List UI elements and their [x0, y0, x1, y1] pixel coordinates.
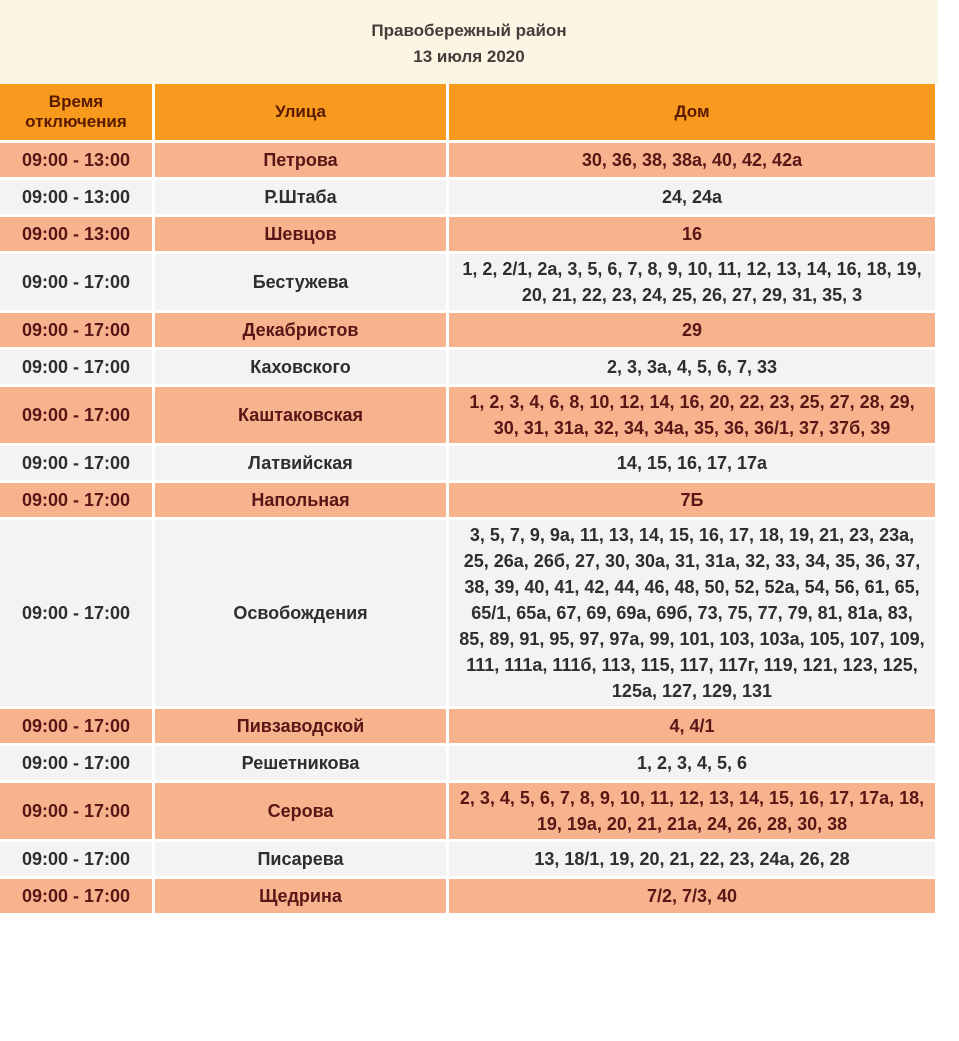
table-row: [0, 217, 938, 254]
time-cell: 09:00 - 17:00: [0, 709, 155, 746]
houses-cell: 13, 18/1, 19, 20, 21, 22, 23, 24а, 26, 28: [449, 842, 938, 879]
time-cell: 09:00 - 17:00: [0, 387, 155, 446]
street-cell: Петрова: [155, 143, 449, 180]
street-cell: Каштаковская: [155, 387, 449, 446]
table-row: [0, 842, 938, 879]
street-cell: Писарева: [155, 842, 449, 879]
houses-cell: 1, 2, 3, 4, 6, 8, 10, 12, 14, 16, 20, 22, 23, 25, 27, 28, 29, 30, 31, 31а, 32, 34, 34а, 35, 36, 36/1, 37, 37б, 39: [449, 387, 938, 446]
street-cell: Р.Штаба: [155, 180, 449, 217]
table-row: [0, 483, 938, 520]
time-cell: 09:00 - 17:00: [0, 254, 155, 313]
street-cell: Освобождения: [155, 520, 449, 709]
houses-cell: 24, 24а: [449, 180, 938, 217]
street-cell: Шевцов: [155, 217, 449, 254]
houses-cell: 30, 36, 38, 38а, 40, 42, 42а: [449, 143, 938, 180]
houses-cell: 1, 2, 3, 4, 5, 6: [449, 746, 938, 783]
time-cell: 09:00 - 17:00: [0, 783, 155, 842]
houses-cell: 14, 15, 16, 17, 17а: [449, 446, 938, 483]
table-row: [0, 350, 938, 387]
street-cell: Серова: [155, 783, 449, 842]
table-row: [0, 143, 938, 180]
table-row: [0, 254, 938, 313]
table-row: [0, 709, 938, 746]
street-cell: Щедрина: [155, 879, 449, 916]
column-header-time: Время отключения: [0, 84, 155, 143]
time-cell: 09:00 - 13:00: [0, 143, 155, 180]
table-row: [0, 446, 938, 483]
houses-cell: 4, 4/1: [449, 709, 938, 746]
time-cell: 09:00 - 17:00: [0, 746, 155, 783]
column-header-street: Улица: [155, 84, 449, 143]
table-row: [0, 783, 938, 842]
table-body: [0, 143, 938, 916]
street-cell: Пивзаводской: [155, 709, 449, 746]
time-cell: 09:00 - 17:00: [0, 879, 155, 916]
table-row: [0, 879, 938, 916]
time-cell: 09:00 - 13:00: [0, 180, 155, 217]
time-cell: 09:00 - 17:00: [0, 350, 155, 387]
time-cell: 09:00 - 13:00: [0, 217, 155, 254]
schedule-table: [0, 84, 938, 916]
street-cell: Декабристов: [155, 313, 449, 350]
time-cell: 09:00 - 17:00: [0, 446, 155, 483]
houses-cell: 29: [449, 313, 938, 350]
houses-cell: 3, 5, 7, 9, 9а, 11, 13, 14, 15, 16, 17, 18, 19, 21, 23, 23а, 25, 26а, 26б, 27, 30, 30а, 31, 31а, 32, 33, 34, 35, 36, 37, 38, 39, 40, 41, 42, 44, 46, 48, 50, 52, 52а, 54, 56, 61, 65, 65/1, 65а, 67, 69, 69а, 69б, 73, 75, 77, 79, 81, 81а, 83, 85, 89, 91, 95, 97, 97а, 99, 101, 103, 103а, 105, 107, 109, 111, 111а, 111б, 113, 115, 117, 117г, 119, 121, 123, 125, 125а, 127, 129, 131: [449, 520, 938, 709]
time-cell: 09:00 - 17:00: [0, 842, 155, 879]
time-cell: 09:00 - 17:00: [0, 483, 155, 520]
table-header-row: [0, 84, 938, 143]
houses-cell: 1, 2, 2/1, 2а, 3, 5, 6, 7, 8, 9, 10, 11, 12, 13, 14, 16, 18, 19, 20, 21, 22, 23, 24, 25, 26, 27, 29, 31, 35, 3: [449, 254, 938, 313]
street-cell: Напольная: [155, 483, 449, 520]
table-row: [0, 313, 938, 350]
district-title: Правобережный район: [371, 21, 567, 40]
time-cell: 09:00 - 17:00: [0, 520, 155, 709]
street-cell: Решетникова: [155, 746, 449, 783]
time-cell: 09:00 - 17:00: [0, 313, 155, 350]
table-row: [0, 520, 938, 709]
street-cell: Латвийская: [155, 446, 449, 483]
table-row: [0, 746, 938, 783]
column-header-house: Дом: [449, 84, 938, 143]
street-cell: Каховского: [155, 350, 449, 387]
houses-cell: 16: [449, 217, 938, 254]
table-row: [0, 387, 938, 446]
houses-cell: 7/2, 7/3, 40: [449, 879, 938, 916]
houses-cell: 7Б: [449, 483, 938, 520]
houses-cell: 2, 3, 4, 5, 6, 7, 8, 9, 10, 11, 12, 13, 14, 15, 16, 17, 17а, 18, 19, 19а, 20, 21, 21а, 24, 26, 28, 30, 38: [449, 783, 938, 842]
table-row: [0, 180, 938, 217]
houses-cell: 2, 3, 3а, 4, 5, 6, 7, 33: [449, 350, 938, 387]
street-cell: Бестужева: [155, 254, 449, 313]
title-block: [0, 0, 938, 84]
schedule-date: 13 июля 2020: [413, 47, 525, 66]
